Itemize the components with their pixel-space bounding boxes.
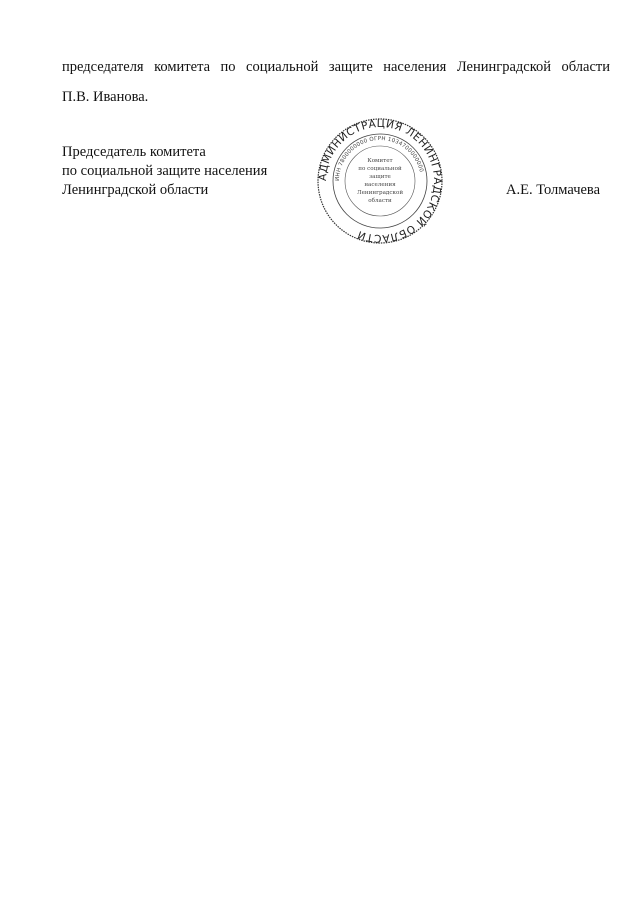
signature-position-line-3: Ленинградской области xyxy=(62,182,209,198)
seal-center-line-2: по социальной xyxy=(358,166,402,172)
seal-center-line-6: области xyxy=(368,198,392,204)
signatory-name: А.Е. Толмачева xyxy=(506,182,601,198)
signature-position xyxy=(62,143,267,200)
seal-outer-text: АДМИНИСТРАЦИЯ ЛЕНИНГРАДСКОЙ ОБЛАСТИ xyxy=(316,117,444,245)
paragraph-line-1: председателя комитета по социальной защите населения Ленинградской области xyxy=(62,59,610,75)
paragraph-line-2: П.В. Иванова. xyxy=(62,89,149,105)
seal-stamp-icon xyxy=(315,116,445,246)
seal-center-line-4: населения xyxy=(364,182,396,188)
seal-center-line-5: Ленинградской xyxy=(356,190,404,196)
signature-position-line-1: Председатель комитета xyxy=(62,144,206,160)
signature-position-line-2: по социальной защите населения xyxy=(62,163,268,179)
seal-center-line-1: Комитет xyxy=(367,158,393,164)
seal-center-line-3: защите xyxy=(369,174,391,180)
seal-inner-text: ИНН 7800000000 ОГРН 1034700000000 xyxy=(334,135,425,182)
official-seal xyxy=(315,116,445,246)
